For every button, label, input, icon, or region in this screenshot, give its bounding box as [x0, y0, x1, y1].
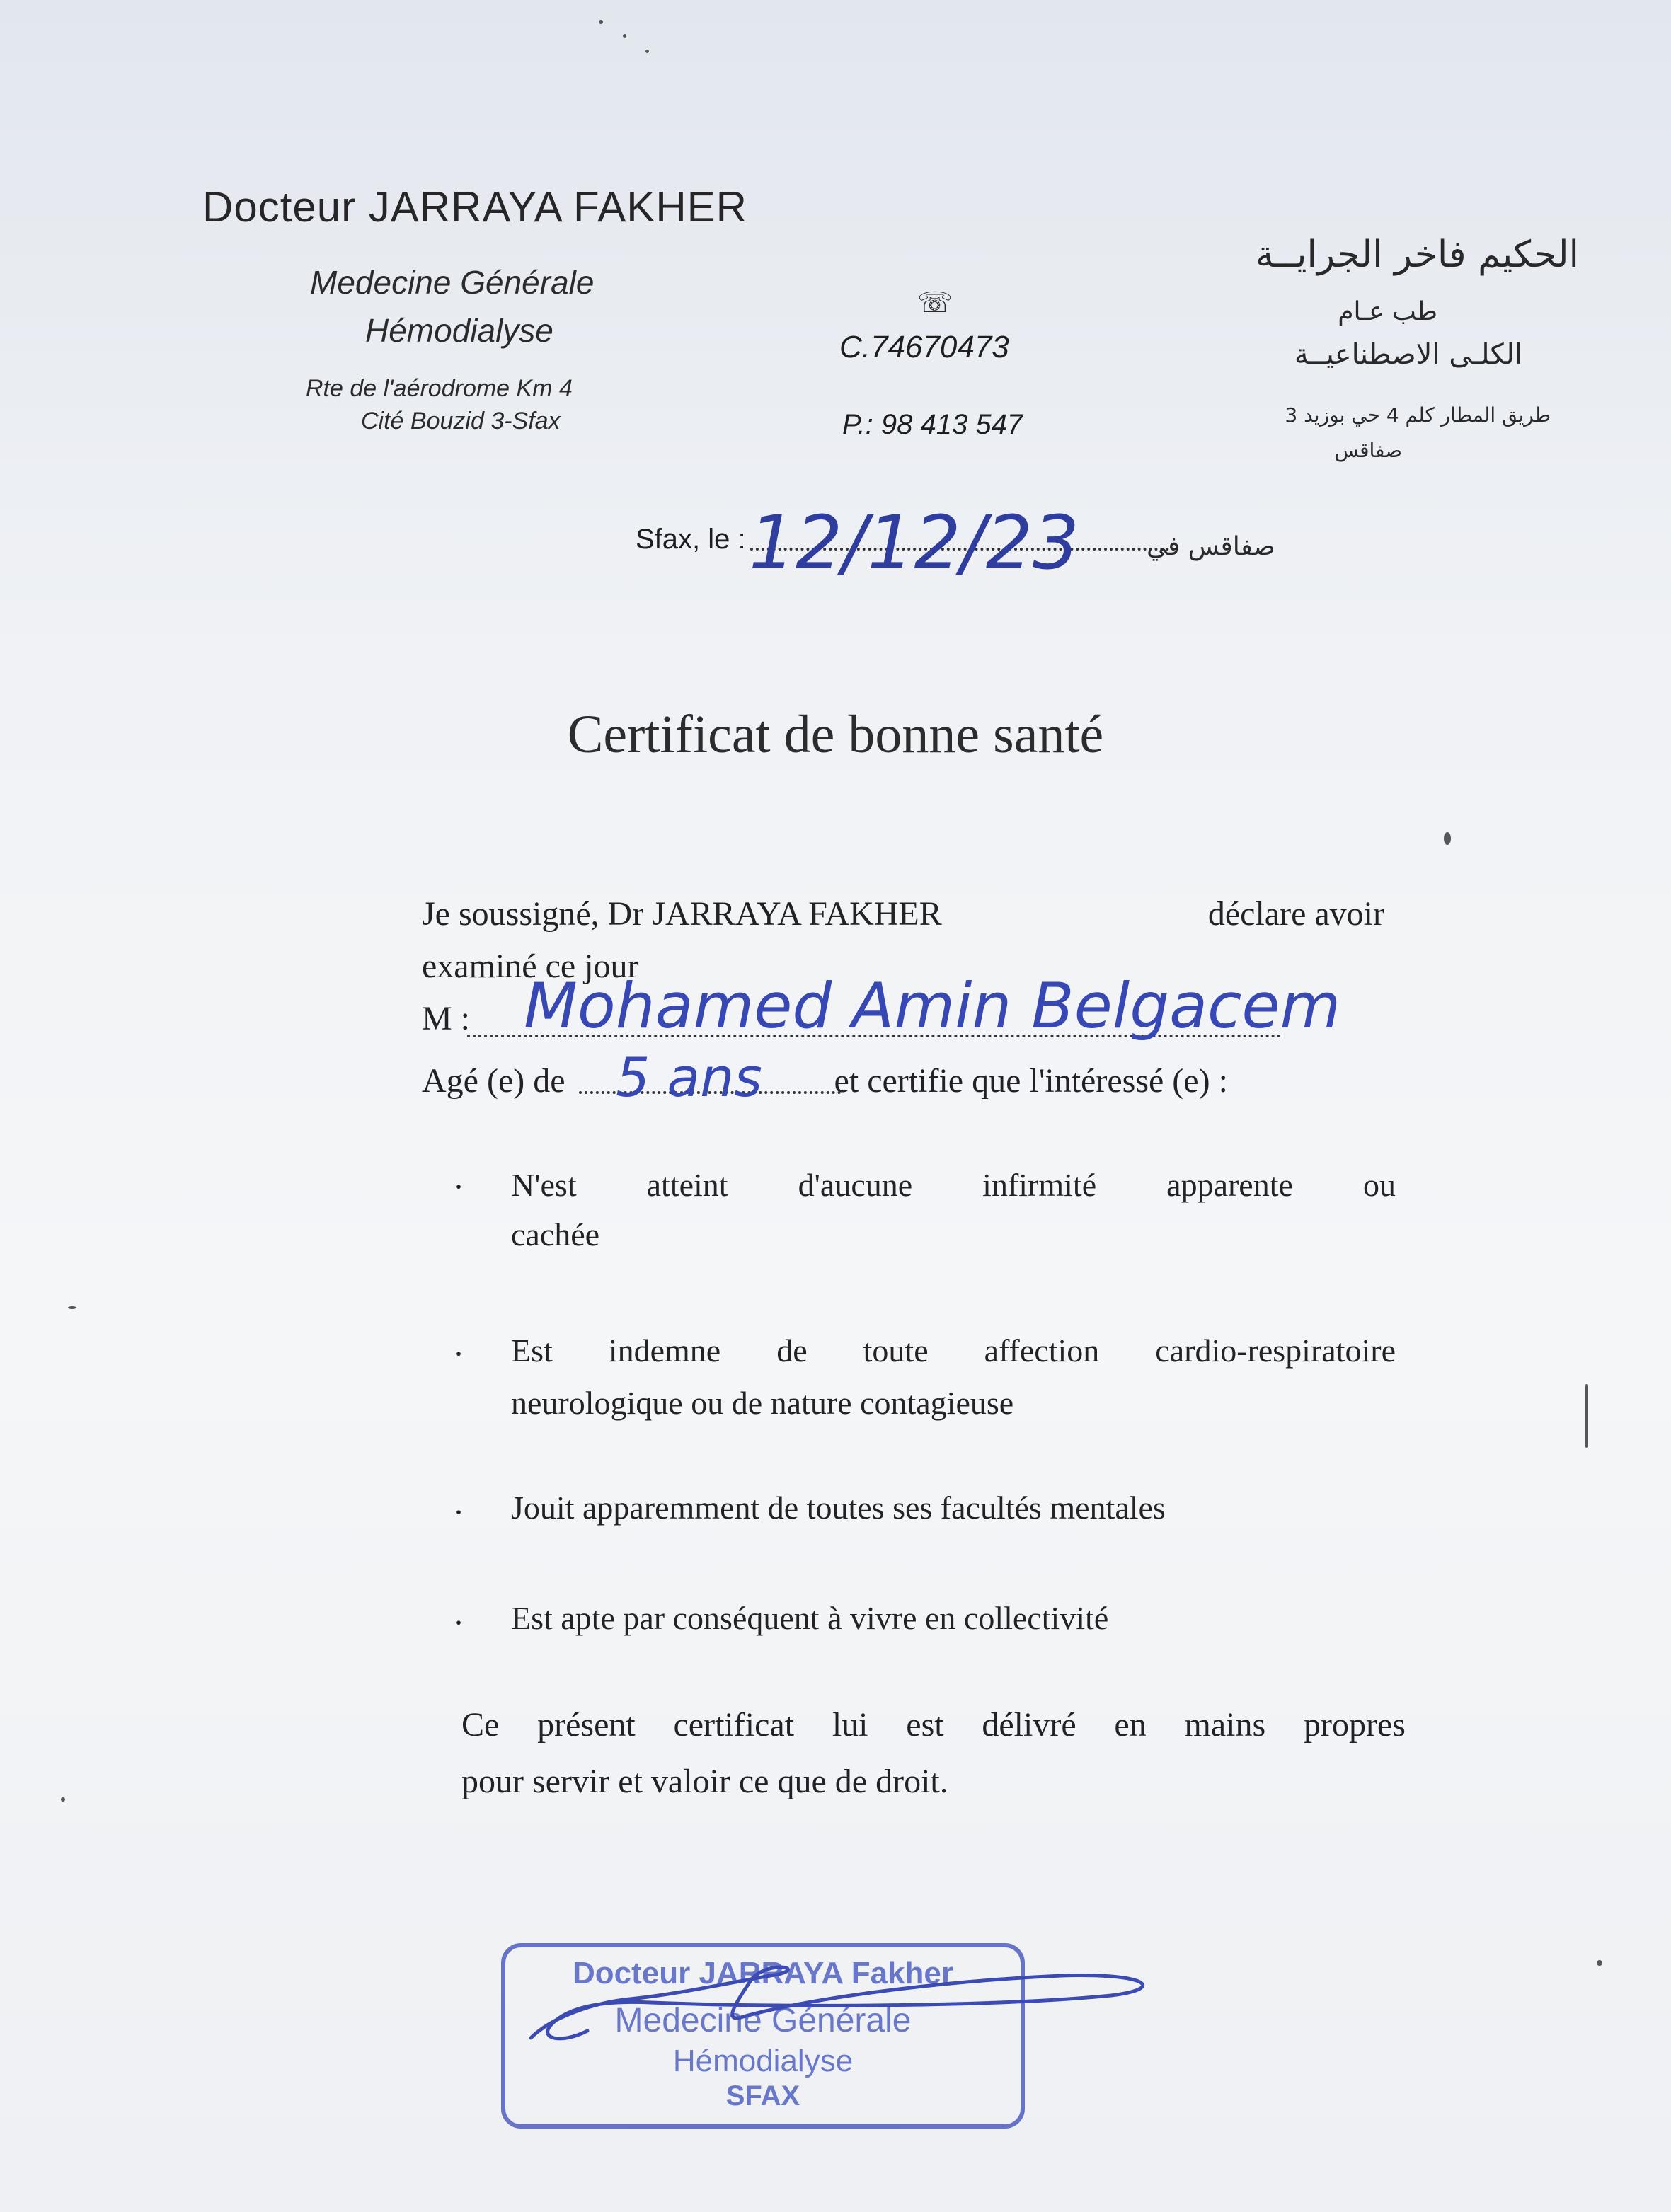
word: apparente — [1166, 1167, 1293, 1203]
word: indemne — [608, 1332, 721, 1369]
paper-speck — [68, 1306, 76, 1309]
address-line-2: Cité Bouzid 3-Sfax — [361, 408, 561, 434]
word: atteint — [646, 1167, 728, 1203]
telephone-icon: ☏ — [917, 287, 953, 318]
handwritten-patient-age: 5 ans — [616, 1046, 762, 1109]
word: présent — [537, 1706, 636, 1744]
word: délivré — [982, 1706, 1076, 1744]
stamp-line-1: Docteur JARRAYA Fakher — [573, 1956, 953, 1991]
paper-speck — [1597, 1960, 1602, 1966]
bullet-2-line-1 — [511, 1332, 1396, 1369]
phone-number-1: C.74670473 — [839, 330, 1009, 364]
word: N'est — [511, 1167, 577, 1203]
paper-speck — [599, 20, 603, 24]
specialty-hemodialysis: Hémodialyse — [365, 312, 553, 349]
declaration-line — [422, 894, 1384, 933]
word: de — [776, 1332, 808, 1369]
address-line-1: Rte de l'aérodrome Km 4 — [306, 375, 573, 402]
word: Ce — [461, 1706, 500, 1744]
specialty-general: Medecine Générale — [310, 264, 595, 301]
arabic-date-label: صفاقس في — [1147, 532, 1275, 561]
phone-number-2: P.: 98 413 547 — [842, 409, 1023, 440]
bullet-1-line-1 — [511, 1166, 1396, 1204]
word: lui — [832, 1706, 868, 1744]
stamp-line-3: Hémodialyse — [672, 2044, 854, 2078]
paper-speck — [61, 1797, 65, 1802]
paper-mark — [1585, 1384, 1588, 1448]
declaration-right: déclare avoir — [1207, 895, 1384, 933]
patient-name-label: M : — [422, 1000, 471, 1037]
doctor-name: Docteur JARRAYA FAKHER — [202, 183, 748, 231]
bullet-4: Est apte par conséquent à vivre en collectivité — [511, 1600, 1109, 1636]
arabic-address-1: طريق المطار كلم 4 حي بوزيد 3 — [1285, 403, 1551, 427]
handwritten-date: 12/12/23 — [749, 500, 1080, 586]
word: d'aucune — [798, 1167, 913, 1203]
bullet-marker: · — [453, 1168, 464, 1206]
bullet-1-line-2: cachée — [511, 1216, 600, 1252]
arabic-address-2: صفاقس — [1334, 439, 1402, 462]
handwritten-patient-name: Mohamed Amin Belgacem — [524, 969, 1341, 1042]
word: infirmité — [982, 1167, 1097, 1203]
paper-speck — [1444, 832, 1451, 845]
stamp-line-4: SFAX — [725, 2080, 800, 2112]
word: ou — [1362, 1167, 1396, 1203]
closing-line-1 — [461, 1705, 1406, 1744]
word: propres — [1303, 1706, 1406, 1744]
examined-line: examiné ce jour — [422, 947, 639, 985]
word: toute — [863, 1332, 929, 1369]
bullet-marker: · — [453, 1494, 464, 1531]
declaration-left: Je soussigné, Dr JARRAYA FAKHER — [422, 895, 942, 933]
bullet-marker: · — [453, 1604, 464, 1642]
arabic-specialty-2: الكلـى الاصطناعيــة — [1294, 338, 1522, 371]
age-line — [422, 1061, 1228, 1100]
certificate-title: Certificat de bonne santé — [567, 705, 1104, 764]
arabic-specialty-1: طب عـام — [1338, 297, 1437, 326]
word: mains — [1184, 1706, 1266, 1744]
word: cardio-respiratoire — [1155, 1332, 1396, 1369]
arabic-doctor-name: الحكيم فاخر الجرايــة — [1255, 234, 1579, 276]
bullet-2-line-2: neurologique ou de nature contagieuse — [511, 1385, 1014, 1421]
age-prefix: Agé (e) de — [422, 1062, 565, 1100]
paper-speck — [645, 50, 649, 53]
bullet-marker: · — [453, 1335, 464, 1373]
word: certificat — [673, 1706, 795, 1744]
bullet-3: Jouit apparemment de toutes ses facultés mentales — [511, 1490, 1166, 1526]
age-suffix: et certifie que l'intéressé (e) : — [834, 1062, 1228, 1100]
signature — [510, 1932, 1175, 2052]
date-label: Sfax, le : — [636, 524, 746, 555]
word: Est — [511, 1332, 553, 1369]
word: est — [906, 1706, 944, 1744]
word: en — [1114, 1706, 1147, 1744]
paper-speck — [623, 34, 626, 38]
word: affection — [984, 1332, 1100, 1369]
closing-line-2: pour servir et valoir ce que de droit. — [461, 1763, 948, 1800]
stamp-line-2: Medecine Générale — [614, 2002, 912, 2039]
